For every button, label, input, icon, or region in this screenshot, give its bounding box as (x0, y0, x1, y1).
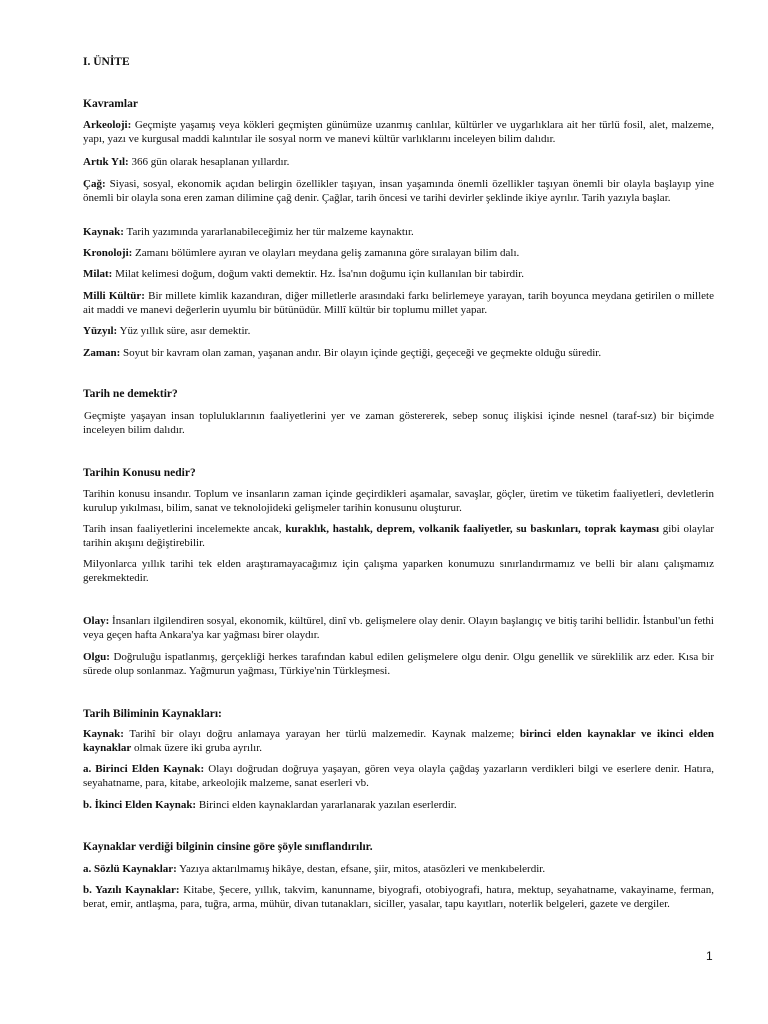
definition-term: Kaynak: (83, 226, 124, 238)
tarih-konu-p2-pre: Tarih insan faaliyetlerini incelemekte ancak, (83, 523, 286, 535)
definition-term: Artık Yıl: (83, 156, 129, 168)
tarih-konu-p2-bold: kuraklık, hastalık, deprem, volkanik faaliyetler, su baskınları, toprak kayması (285, 523, 660, 535)
kaynaklar-intro-pre: Tarihî bir olayı doğru anlamaya yarayan her türlü malzemedir. Kaynak malzeme; (123, 728, 520, 740)
definition-artik-yil (83, 155, 714, 169)
kavramlar-heading: Kavramlar (83, 98, 138, 110)
definition-kaynak (83, 225, 714, 239)
tarih-konu-heading: Tarihin Konusu nedir? (83, 467, 196, 479)
definition-term: Çağ: (83, 178, 106, 190)
kaynak-sozlu (83, 862, 714, 876)
kaynaklar-intro (83, 727, 714, 755)
definition-term: a. Sözlü Kaynaklar: (83, 863, 177, 875)
kaynak-birinci-elden (83, 762, 714, 790)
definition-text: Zamanı bölümlere ayıran ve olayları meydana geliş zamanına göre sıralayan bilim dalı. (132, 247, 520, 259)
definition-text: Siyasi, sosyal, ekonomik açıdan belirgin özellikler taşıyan, insan yaşamında önemli özellikler taşıyan önemli bir olayla başlayıp yine önemli bir olayla sona eren zaman dilimine çağ denir. Çağlar, tarih öncesi ve tarihi devirler şeklinde ikiye ayrılır. Tarih yazıyla başlar. (83, 178, 714, 204)
tarih-ne-text: Geçmişte yaşayan insan topluluklarının faaliyetlerini yer ve zaman göstererek, sebep sonuç ilişkisi içinde nesnel (taraf-sız) bir biçimde inceleyen bilim dalıdır. (83, 410, 714, 436)
tarih-konu-p2 (83, 522, 714, 550)
definition-term: Zaman: (83, 347, 121, 359)
kaynak-yazili (83, 883, 714, 911)
definition-term: Yüzyıl: (83, 325, 118, 337)
definition-text: Soyut bir kavram olan zaman, yaşanan andır. Bir olayın içinde geçtiği, geçeceği ve geçmekte olduğu süredir. (120, 347, 602, 359)
definition-text: Doğruluğu ispatlanmış, gerçekliği herkes tarafından kabul edilen gelişmelere olgu denir. Olgu genellik ve süreklilik arz eder. Kısa bir sürede olup sonlanmaz. Yağmurun yağması, Türkiye'nin Türkleşmesi. (83, 651, 714, 677)
definition-yuzyil (83, 324, 714, 338)
definition-text: İnsanları ilgilendiren sosyal, ekonomik, kültürel, dinî vb. gelişmelere olay denir. Olayın başlangıç ve bitiş tarihi bellidir. İstanbul'un fethi veya geçen hafta Ankara'ya kar yağması birer olaydır. (83, 615, 714, 641)
kaynaklar-heading: Tarih Biliminin Kaynakları: (83, 708, 222, 720)
definition-text: Kitabe, Şecere, yıllık, takvim, kanunname, biyografi, otobiyografi, hatıra, mektup, seyahatname, vakayiname, ferman, berat, emir, antlaşma, para, tuğra, arma, mühür, divan tutanakları, siciller, yasalar, tapu kayıtları, noterlik belgeleri, gazete ve dergiler. (83, 884, 714, 910)
unit-title: I. ÜNİTE (83, 56, 130, 68)
siniflandirma-heading: Kaynaklar verdiği bilginin cinsine göre şöyle sınıflandırılır. (83, 841, 373, 853)
definition-text: Milat kelimesi doğum, doğum vakti demektir. Hz. İsa'nın doğumu için kullanılan bir tabirdir. (112, 268, 524, 280)
definition-text: Yazıya aktarılmamış hikâye, destan, efsane, şiir, mitos, atasözleri ve menkıbelerdir. (176, 863, 546, 875)
definition-term: Milli Kültür: (83, 290, 145, 302)
definition-text: Birinci elden kaynaklardan yararlanarak yazılan eserlerdir. (196, 799, 457, 811)
tarih-konu-p1: Tarihin konusu insandır. Toplum ve insanların zaman içinde geçirdikleri aşamalar, savaşlar, göçler, üretim ve tüketim faaliyetleri, devletlerin kurulup yıkılması, bilim, sanat ve teknolojideki gelişmeler tarihin konusunu oluşturur. (83, 488, 714, 514)
definition-term: b. İkinci Elden Kaynak: (83, 799, 197, 811)
definition-cag (83, 177, 714, 205)
definition-term: Milat: (83, 268, 113, 280)
kaynaklar-intro-bold: birinci elden kaynaklar ve ikinci elden kaynaklar (83, 728, 714, 754)
definition-term: Kronoloji: (83, 247, 133, 259)
definition-olay (83, 614, 714, 642)
definition-text: Olayı doğrudan doğruya yaşayan, gören veya olayla çağdaş yazarların verdikleri bilgi ve eserlere denir. Hatıra, seyahatname, para, kitabe, arkeolojik malzeme, sanat eserleri vb. (83, 763, 714, 789)
definition-term: Olay: (83, 615, 110, 627)
definition-kronoloji (83, 246, 714, 260)
definition-text: Bir millete kimlik kazandıran, diğer milletlerle arasındaki farkı belirlemeye yarayan, tarih boyunca meydana getirilen o millete ait maddi ve manevi değerlerin uyumlu bir bütünüdür. Millî kültür bir toplumu millet yapar. (83, 290, 714, 316)
kaynak-ikinci-elden (83, 798, 714, 812)
definition-text: Yüz yıllık süre, asır demektir. (117, 325, 251, 337)
definition-term: Arkeoloji: (83, 119, 132, 131)
definition-term: Kaynak: (83, 728, 124, 740)
definition-term: a. Birinci Elden Kaynak: (83, 763, 205, 775)
definition-text: Geçmişte yaşamış veya kökleri geçmişten günümüze uzanmış canlılar, kültürler ve uygarlıklara ait her türlü fosil, alet, malzeme, yapı, yazı ve kurgusal maddi kalıntılar ile sosyal norm ve manevi kültür varlıklarını inceleyen bilim dalıdır. (83, 119, 714, 145)
definition-olgu (83, 650, 714, 678)
kaynaklar-intro-post: olmak üzere iki gruba ayrılır. (131, 742, 263, 754)
page-number: 1 (706, 949, 713, 963)
tarih-konu-p3: Milyonlarca yıllık tarihi tek elden araştıramayacağımız için çalışma yaparken konumuzu sınırlandırmamız ve belli bir alanı çalışmamız gerekmektedir. (83, 558, 714, 584)
definition-text: Tarih yazımında yararlanabileceğimiz her tür malzeme kaynaktır. (123, 226, 414, 238)
definition-term: Olgu: (83, 651, 110, 663)
definition-arkeoloji (83, 118, 714, 146)
tarih-konu-p2-post: gibi olaylar tarihin akışını değiştirebilir. (83, 523, 715, 549)
tarih-ne-heading: Tarih ne demektir? (83, 388, 178, 400)
definition-term: b. Yazılı Kaynaklar: (83, 884, 180, 896)
definition-milli-kultur (83, 289, 714, 317)
definition-milat (83, 267, 714, 281)
definition-text: 366 gün olarak hesaplanan yıllardır. (128, 156, 290, 168)
definition-zaman (83, 346, 714, 360)
